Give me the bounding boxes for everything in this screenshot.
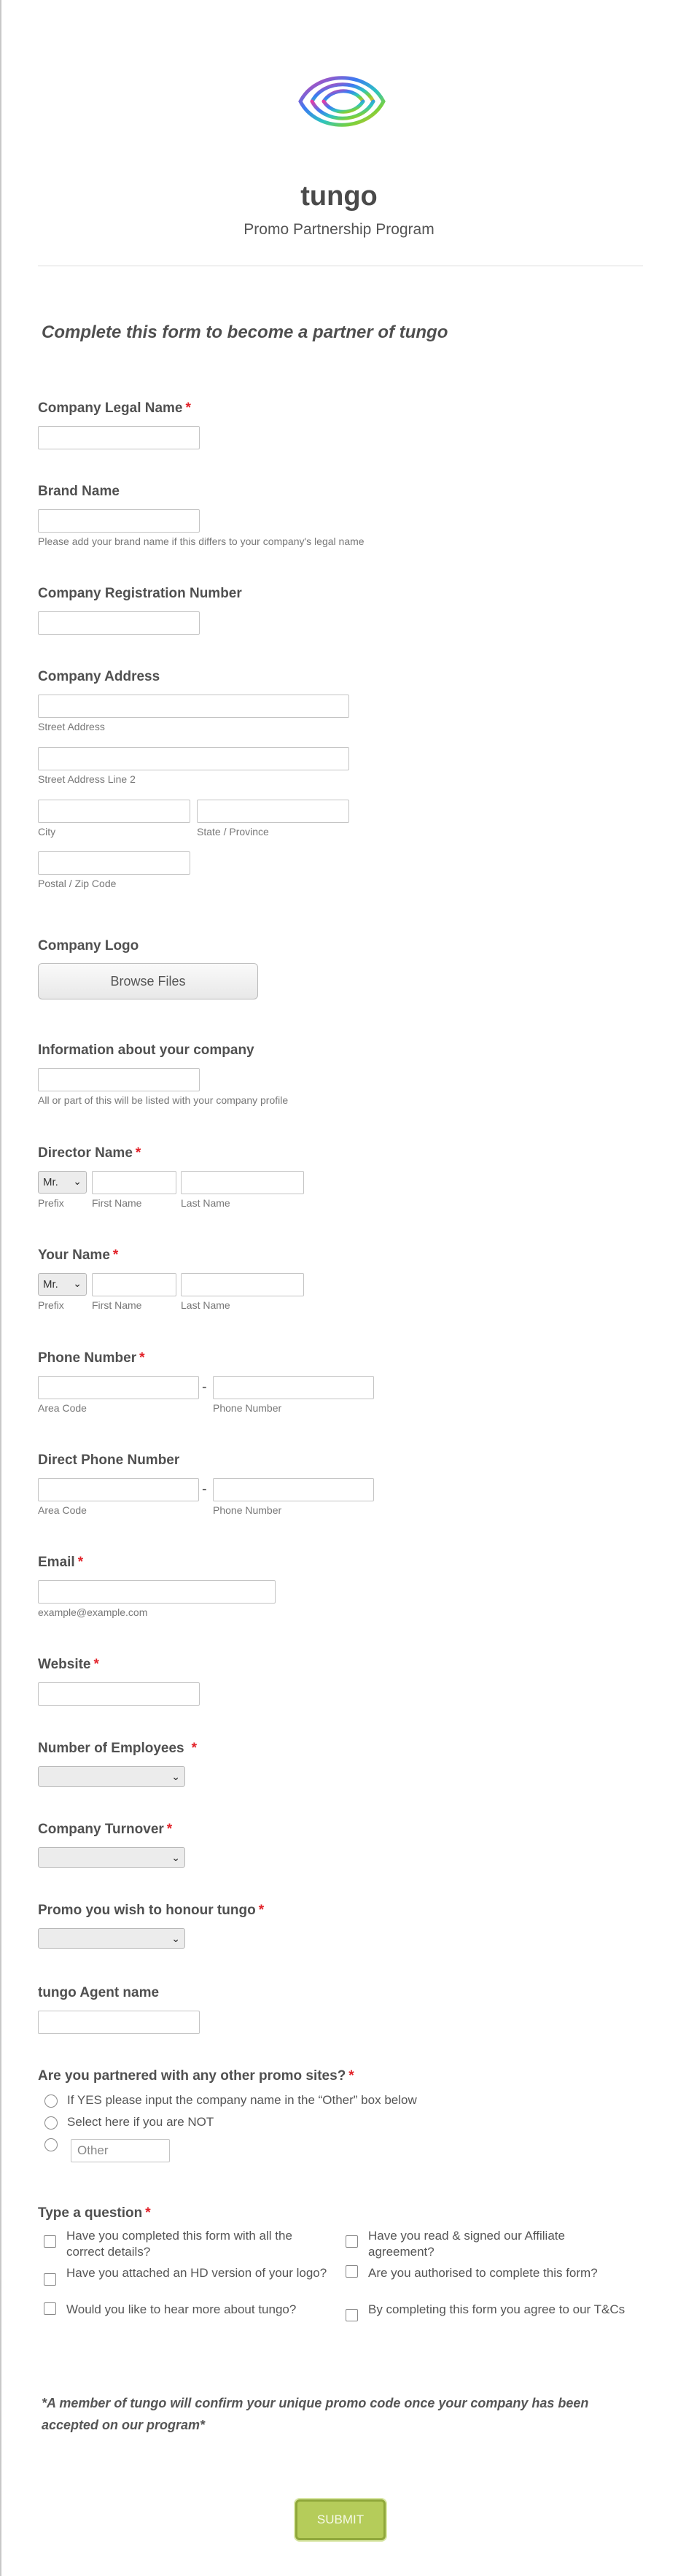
zip-input[interactable] <box>38 851 190 875</box>
your-last-sublabel: Last Name <box>181 1299 230 1311</box>
agent-label: tungo Agent name <box>38 1985 160 2000</box>
your-prefix-sublabel: Prefix <box>38 1299 64 1311</box>
state-sublabel: State / Province <box>197 826 269 838</box>
company-info-input[interactable] <box>38 1068 200 1091</box>
director-last-name-input[interactable] <box>181 1171 304 1194</box>
question-option-affiliate: Have you read & signed our Affiliate agreement? <box>368 2229 565 2259</box>
tungo-eye-logo-icon <box>295 67 389 136</box>
question-checkbox-authorised[interactable] <box>346 2265 358 2278</box>
company-logo-label: Company Logo <box>38 938 139 954</box>
phone-label: Phone Number * <box>38 1350 145 1366</box>
promo-select[interactable] <box>38 1928 185 1949</box>
company-info-label: Information about your company <box>38 1043 254 1058</box>
city-sublabel: City <box>38 826 56 838</box>
website-label: Website * <box>38 1657 99 1672</box>
email-label: Email * <box>38 1555 84 1570</box>
director-name-label: Director Name * <box>38 1145 141 1161</box>
partnered-radio-other[interactable] <box>44 2138 58 2151</box>
partnered-radio-not[interactable] <box>44 2116 58 2130</box>
director-last-sublabel: Last Name <box>181 1197 230 1209</box>
director-first-name-input[interactable] <box>92 1171 176 1194</box>
your-first-sublabel: First Name <box>92 1299 142 1311</box>
company-info-help: All or part of this will be listed with your company profile <box>38 1094 289 1106</box>
chevron-down-icon: ⌄ <box>73 1277 82 1289</box>
your-first-name-input[interactable] <box>92 1273 176 1296</box>
chevron-down-icon: ⌄ <box>73 1175 82 1187</box>
city-input[interactable] <box>38 800 190 823</box>
state-input[interactable] <box>197 800 349 823</box>
question-option-tcs: By completing this form you agree to our T&Cs <box>368 2302 626 2316</box>
question-option-authorised: Are you authorised to complete this form? <box>368 2266 598 2280</box>
form-intro: Complete this form to become a partner of tungo <box>42 322 448 342</box>
brand-name-label: Brand Name <box>38 484 120 499</box>
street-address-line2-sublabel: Street Address Line 2 <box>38 773 136 785</box>
partnered-radio-yes[interactable] <box>44 2095 58 2108</box>
company-legal-name-label: Company Legal Name * <box>38 401 191 416</box>
brand-name-input[interactable] <box>38 509 200 533</box>
turnover-select[interactable] <box>38 1847 185 1868</box>
employees-label: Number of Employees * <box>38 1741 198 1756</box>
street-address-input[interactable] <box>38 695 349 718</box>
direct-phone-number-input[interactable] <box>213 1478 374 1501</box>
partnered-option-not: Select here if you are NOT <box>67 2115 214 2129</box>
question-checkbox-affiliate[interactable] <box>346 2235 358 2248</box>
phone-area-code-input[interactable] <box>38 1376 199 1399</box>
footer-note: *A member of tungo will confirm your unique promo code once your company has been accepted on our program* <box>42 2396 589 2432</box>
director-prefix-select[interactable]: Mr. ⌄ <box>38 1171 87 1194</box>
your-prefix-select[interactable]: Mr. ⌄ <box>38 1273 87 1296</box>
question-checkbox-hear-more[interactable] <box>44 2302 56 2315</box>
phone-number-input[interactable] <box>213 1376 374 1399</box>
direct-phone-number-sublabel: Phone Number <box>213 1504 282 1516</box>
chevron-down-icon: ⌄ <box>171 1852 180 1863</box>
phone-number-sublabel: Phone Number <box>213 1402 282 1414</box>
chevron-down-icon: ⌄ <box>171 1933 180 1944</box>
director-prefix-sublabel: Prefix <box>38 1197 64 1209</box>
street-address-sublabel: Street Address <box>38 721 105 732</box>
company-legal-name-input[interactable] <box>38 426 200 449</box>
direct-phone-label: Direct Phone Number <box>38 1453 180 1468</box>
website-input[interactable] <box>38 1682 200 1706</box>
browse-files-button[interactable]: Browse Files <box>38 963 258 999</box>
brand-name-help: Please add your brand name if this differs to your company's legal name <box>38 535 365 547</box>
agent-input[interactable] <box>38 2011 200 2034</box>
email-help: example@example.com <box>38 1606 148 1618</box>
direct-phone-area-code-input[interactable] <box>38 1478 199 1501</box>
street-address-line2-input[interactable] <box>38 747 349 770</box>
director-first-sublabel: First Name <box>92 1197 142 1209</box>
page-subtitle: Promo Partnership Program <box>243 221 435 238</box>
partnered-option-yes: If YES please input the company name in the “Other” box below <box>67 2093 417 2107</box>
question-option-hear-more: Would you like to hear more about tungo? <box>66 2302 297 2316</box>
company-registration-input[interactable] <box>38 611 200 635</box>
company-registration-label: Company Registration Number <box>38 586 242 601</box>
company-address-label: Company Address <box>38 669 160 684</box>
question-checkbox-tcs[interactable] <box>346 2309 358 2321</box>
chevron-down-icon: ⌄ <box>171 1771 180 1782</box>
partnered-label: Are you partnered with any other promo sites? * <box>38 2068 354 2084</box>
question-option-logo: Have you attached an HD version of your logo? <box>66 2266 327 2280</box>
employees-select[interactable] <box>38 1766 185 1787</box>
page-title: tungo <box>300 181 378 212</box>
question-option-completed: Have you completed this form with all the correct details? <box>66 2229 292 2259</box>
submit-button[interactable]: SUBMIT <box>295 2499 386 2540</box>
phone-dash: - <box>202 1379 207 1395</box>
email-input[interactable] <box>38 1580 276 1604</box>
your-last-name-input[interactable] <box>181 1273 304 1296</box>
question-checkbox-logo[interactable] <box>44 2273 56 2286</box>
promo-label: Promo you wish to honour tungo * <box>38 1903 265 1918</box>
question-label: Type a question * <box>38 2205 151 2221</box>
your-name-label: Your Name * <box>38 1248 119 1263</box>
direct-phone-dash: - <box>202 1481 207 1497</box>
phone-area-sublabel: Area Code <box>38 1402 87 1414</box>
direct-phone-area-sublabel: Area Code <box>38 1504 87 1516</box>
zip-sublabel: Postal / Zip Code <box>38 878 117 889</box>
turnover-label: Company Turnover * <box>38 1822 173 1837</box>
partnered-other-input[interactable]: Other <box>71 2139 170 2162</box>
question-checkbox-completed[interactable] <box>44 2235 56 2248</box>
